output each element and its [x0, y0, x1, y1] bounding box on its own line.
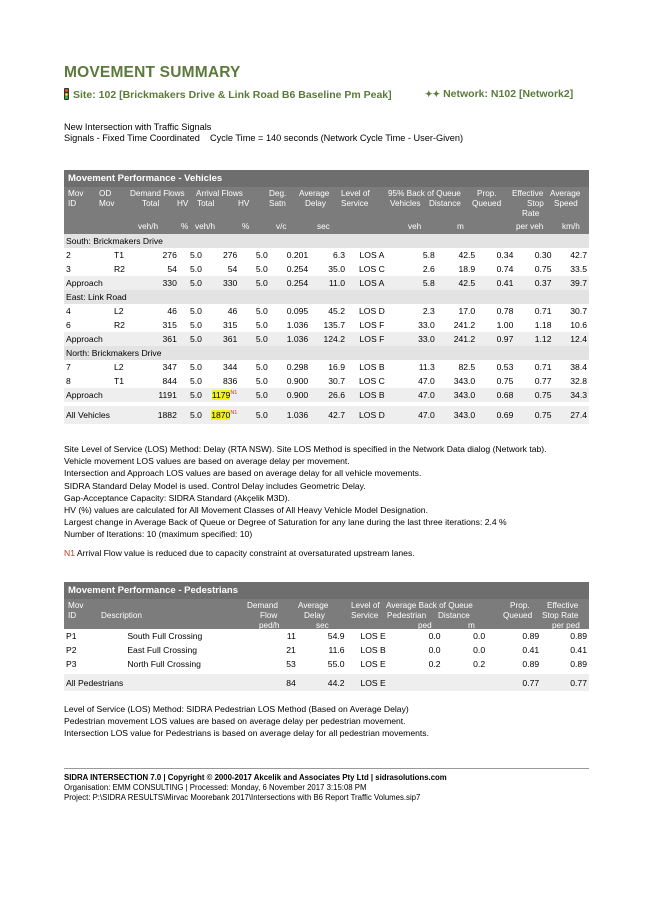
unit-m: m: [457, 222, 464, 231]
table-row: [64, 262, 589, 276]
table-cell: South Full Crossing: [127, 631, 203, 641]
note-line: Gap-Acceptance Capacity: SIDRA Standard (Akçelik M3D).: [64, 492, 290, 503]
table-cell: 5.0: [255, 320, 268, 330]
table-cell: 5.0: [189, 376, 202, 386]
ped-row: [64, 629, 589, 643]
table-cell: 0.74: [496, 264, 514, 274]
pedestrians-table-title: Movement Performance - Pedestrians: [64, 582, 589, 599]
table-cell: 5.0: [189, 250, 202, 260]
table-cell: 46: [227, 306, 238, 316]
table-cell: LOS D: [347, 406, 397, 424]
table-cell: All Vehicles: [64, 406, 112, 424]
unit-kmh: km/h: [562, 222, 580, 231]
table-cell: 1.12: [515, 332, 553, 346]
table-cell: 6: [66, 320, 71, 330]
table-cell: 11.0: [310, 276, 347, 290]
intersection-type: New Intersection with Traffic Signals: [64, 122, 212, 132]
hdr-rate: Rate: [522, 209, 540, 218]
n1-mark: N1: [64, 548, 75, 558]
table-row: [64, 360, 589, 374]
table-cell: 0.298: [286, 362, 309, 372]
table-row: [64, 374, 589, 388]
table-cell: 0.095: [286, 306, 309, 316]
table-cell: 5.8: [422, 250, 435, 260]
table-cell: 135.7: [323, 320, 345, 330]
table-cell: LOS C: [359, 264, 385, 274]
vehicle-notes: [64, 443, 604, 541]
table-cell: 0.75: [496, 376, 514, 386]
table-cell: LOS B: [360, 645, 386, 655]
footer: [64, 773, 447, 803]
note-line: Intersection and Approach LOS values are based on average delay for all vehicle movements.: [64, 468, 422, 479]
table-row: [64, 318, 589, 332]
table-cell: 39.7: [554, 276, 590, 290]
table-cell: 5.0: [255, 250, 268, 260]
phdr-queued: Queued: [503, 611, 533, 620]
punit-ped: ped: [418, 621, 432, 630]
table-cell: 5.0: [255, 264, 268, 274]
table-cell: 361: [204, 332, 239, 346]
table-cell: [204, 388, 239, 402]
table-cell: 0.254: [286, 264, 309, 274]
hdr-od-mov: Mov: [99, 199, 115, 208]
traffic-light-icon: [64, 88, 69, 100]
table-cell: 5.0: [239, 406, 269, 424]
unit-vehh: veh/h: [138, 222, 159, 231]
table-cell: 0.900: [270, 388, 310, 402]
table-cell: 30.7: [328, 376, 345, 386]
table-cell: LOS A: [359, 250, 385, 260]
hdr-deg: Deg.: [269, 189, 287, 198]
phdr-stoprate: Stop Rate: [542, 611, 579, 620]
table-cell: 54.9: [327, 631, 345, 641]
note-line: HV (%) values are calculated for All Movement Classes of All Heavy Vehicle Model Designation.: [64, 505, 428, 516]
table-cell: 5.0: [189, 306, 202, 316]
table-cell: 10.6: [570, 320, 587, 330]
footer-divider: [64, 768, 589, 769]
table-cell: 6.3: [333, 250, 345, 260]
phdr-desc: Description: [101, 611, 142, 620]
unit-perveh: per veh: [516, 222, 544, 231]
table-cell: [112, 332, 139, 346]
table-cell: [125, 674, 241, 691]
hdr-stop: Stop: [527, 199, 544, 208]
table-cell: 0.37: [515, 276, 553, 290]
group-label: North: Brickmakers Drive: [64, 346, 589, 360]
table-row: [64, 248, 589, 262]
table-cell: 2.6: [422, 264, 435, 274]
table-cell: 5.0: [239, 332, 269, 346]
unit-vehh2: veh/h: [195, 222, 216, 231]
table-cell: 0.89: [570, 631, 587, 641]
table-cell: 1.036: [270, 406, 310, 424]
hdr-arr-hv: HV: [238, 199, 250, 208]
hdr-level: Level of: [341, 189, 370, 198]
table-cell: LOS B: [359, 362, 385, 372]
vehicles-table-title: Movement Performance - Vehicles: [64, 170, 589, 187]
hdr-speed: Speed: [554, 199, 578, 208]
table-cell: 1882: [139, 406, 179, 424]
table-cell: 5.0: [179, 332, 204, 346]
phdr-flow: Flow: [260, 611, 278, 620]
group-header: [64, 290, 589, 304]
unit-pct: %: [181, 222, 189, 231]
table-cell: 33.5: [570, 264, 587, 274]
table-cell: 5.0: [179, 276, 204, 290]
pedestrians-table: [64, 582, 589, 691]
table-cell: 2: [66, 250, 71, 260]
table-cell: 3: [66, 264, 71, 274]
note-line: Level of Service (LOS) Method: SIDRA Pedestrian LOS Method (Based on Average Delay): [64, 704, 409, 714]
punit-m: m: [468, 621, 475, 630]
phdr-demand: Demand: [247, 601, 278, 610]
table-cell: P2: [66, 645, 77, 655]
table-cell: 0.75: [534, 264, 552, 274]
phdr-id: ID: [68, 611, 77, 620]
table-cell: 0.41: [522, 645, 540, 655]
note-line: Intersection LOS value for Pedestrians is based on average delay for all pedestrian movements.: [64, 728, 429, 739]
table-cell: 4: [66, 306, 71, 316]
table-cell: 0.0: [473, 631, 486, 641]
table-cell: 836: [223, 376, 238, 386]
hdr-avg2: Average: [550, 189, 581, 198]
pedestrians-table-header: [64, 599, 589, 629]
table-cell: LOS E: [347, 674, 400, 691]
table-cell: T1: [113, 250, 124, 260]
all-pedestrians-row: [64, 674, 589, 691]
table-cell: 0.2: [428, 659, 441, 669]
table-cell: 0.68: [477, 388, 515, 402]
table-cell: 27.4: [554, 406, 590, 424]
table-cell: 315: [223, 320, 238, 330]
site-heading: [64, 88, 404, 102]
note-line: SIDRA Standard Delay Model is used. Control Delay includes Geometric Delay.: [64, 480, 366, 491]
network-icon: ✦✦: [425, 89, 441, 99]
table-cell: 33.0: [397, 332, 437, 346]
table-cell: 343.0: [437, 388, 477, 402]
phdr-service: Service: [351, 611, 379, 620]
vehicles-table-body: [64, 234, 589, 424]
table-cell: 33.0: [418, 320, 435, 330]
table-cell: 47.0: [397, 406, 437, 424]
table-row: [64, 304, 589, 318]
hdr-queued: Queued: [472, 199, 502, 208]
hdr-hv: HV: [177, 199, 189, 208]
footer-copyright: SIDRA INTERSECTION 7.0 | Copyright © 2000-2017 Akcelik and Associates Pty Ltd | sidrasolutions.com: [64, 773, 447, 782]
table-cell: Approach: [64, 276, 112, 290]
table-cell: 1.18: [534, 320, 552, 330]
unit-pct2: %: [242, 222, 250, 231]
table-cell: 0.89: [522, 631, 540, 641]
table-cell: 276: [162, 250, 177, 260]
table-cell: 7: [66, 362, 71, 372]
table-cell: LOS D: [359, 306, 385, 316]
table-cell: 5.0: [255, 362, 268, 372]
note-line: Largest change in Average Back of Queue or Degree of Saturation for any lane during the last three iterations: 2.4 %: [64, 517, 507, 528]
footer-organisation: Organisation: EMM CONSULTING | Processed: Monday, 6 November 2017 3:15:08 PM: [64, 783, 367, 792]
table-cell: 42.7: [570, 250, 587, 260]
punit-sec: sec: [316, 621, 329, 630]
note-line: Vehicle movement LOS values are based on average delay per movement.: [64, 456, 350, 467]
table-cell: 0.41: [570, 645, 587, 655]
n1-superscript: N1: [230, 410, 238, 417]
group-header: [64, 234, 589, 248]
table-cell: 0.30: [534, 250, 552, 260]
approach-row: [64, 388, 589, 402]
table-cell: 0.71: [534, 362, 552, 372]
phdr-ped: Pedestrian: [387, 611, 427, 620]
approach-row: [64, 276, 589, 290]
table-cell: 347: [162, 362, 177, 372]
table-cell: 844: [162, 376, 177, 386]
table-cell: LOS F: [359, 320, 385, 330]
table-cell: All Pedestrians: [64, 674, 125, 691]
table-cell: 0.89: [522, 659, 540, 669]
table-cell: LOS F: [347, 332, 397, 346]
group-header: [64, 346, 589, 360]
table-cell: East Full Crossing: [127, 645, 198, 655]
table-cell: 0.75: [515, 406, 553, 424]
table-cell: 47.0: [418, 376, 435, 386]
table-cell: 343.0: [437, 406, 477, 424]
pedestrian-notes: [64, 703, 604, 740]
all-vehicles-row: [64, 406, 589, 424]
phdr-avg: Average: [298, 601, 329, 610]
table-cell: 0.0: [428, 645, 441, 655]
hdr-satn: Satn: [269, 199, 286, 208]
table-cell: 1.00: [496, 320, 514, 330]
table-cell: 53: [286, 659, 296, 669]
table-cell: [443, 674, 488, 691]
ped-row: [64, 643, 589, 657]
approach-row: [64, 332, 589, 346]
table-cell: 42.5: [437, 276, 477, 290]
table-cell: 44.2: [298, 674, 347, 691]
table-cell: 0.77: [541, 674, 589, 691]
table-cell: 0.34: [496, 250, 514, 260]
table-cell: LOS E: [360, 659, 386, 669]
table-cell: 32.8: [570, 376, 587, 386]
table-cell: 55.0: [327, 659, 345, 669]
table-cell: 2.3: [422, 306, 435, 316]
unit-veh: veh: [408, 222, 422, 231]
table-cell: [112, 276, 139, 290]
table-cell: 0.71: [534, 306, 552, 316]
table-cell: 0.78: [496, 306, 514, 316]
table-cell: 276: [223, 250, 238, 260]
table-cell: 5.0: [189, 320, 202, 330]
table-cell: 21: [286, 645, 296, 655]
note-line: Pedestrian movement LOS values are based on average delay per pedestrian movement.: [64, 716, 406, 727]
phdr-dist: Distance: [438, 611, 470, 620]
table-cell: 1.036: [270, 332, 310, 346]
table-cell: 0.41: [477, 276, 515, 290]
table-cell: LOS E: [360, 631, 386, 641]
table-cell: 42.5: [458, 250, 476, 260]
hdr-total: Total: [142, 199, 160, 208]
punit-perped: per ped: [552, 621, 580, 630]
punit-pedh: ped/h: [259, 621, 280, 630]
table-cell: 0.97: [477, 332, 515, 346]
hdr-demand: Demand Flows: [130, 189, 185, 198]
table-cell: P1: [66, 631, 77, 641]
phdr-backq: Average Back of Queue: [386, 601, 473, 610]
table-cell: P3: [66, 659, 77, 669]
group-label: South: Brickmakers Drive: [64, 234, 589, 248]
table-cell: 38.4: [570, 362, 587, 372]
table-cell: 0.77: [534, 376, 552, 386]
table-cell: 17.0: [458, 306, 476, 316]
hdr-dist: Distance: [429, 199, 461, 208]
table-cell: 26.6: [310, 388, 347, 402]
table-cell: North Full Crossing: [127, 659, 201, 669]
table-cell: 0.201: [286, 250, 309, 260]
n1-footnote: [64, 547, 604, 559]
phdr-prop: Prop.: [510, 601, 530, 610]
table-cell: 344: [223, 362, 238, 372]
unit-sec: sec: [317, 222, 330, 231]
table-cell: R2: [113, 264, 125, 274]
hdr-mov: Mov: [68, 189, 84, 198]
table-cell: 5.0: [255, 376, 268, 386]
note-line: Site Level of Service (LOS) Method: Delay (RTA NSW). Site LOS Method is specified in the Network Data dialog (Network tab).: [64, 444, 547, 454]
highlighted-value: 1870: [211, 410, 231, 420]
table-cell: Approach: [64, 388, 112, 402]
vehicles-table: [64, 170, 589, 424]
table-cell: Approach: [64, 332, 112, 346]
table-cell: LOS B: [347, 388, 397, 402]
vehicles-table-header: [64, 187, 589, 234]
table-cell: 11.3: [418, 362, 435, 372]
table-cell: 42.7: [310, 406, 347, 424]
table-cell: 5.8: [397, 276, 437, 290]
table-cell: 241.2: [437, 332, 477, 346]
phdr-effective: Effective: [547, 601, 579, 610]
hdr-veh: Vehicles: [390, 199, 421, 208]
note-line: Number of Iterations: 10 (maximum specified: 10): [64, 529, 253, 540]
table-cell: 5.0: [239, 388, 269, 402]
hdr-delay: Delay: [305, 199, 326, 208]
hdr-service: Service: [341, 199, 369, 208]
table-cell: [204, 406, 239, 424]
table-cell: 0.53: [496, 362, 514, 372]
table-cell: 361: [139, 332, 179, 346]
table-cell: 11: [286, 631, 296, 641]
table-cell: R2: [113, 320, 125, 330]
table-cell: 343.0: [453, 376, 476, 386]
table-cell: 5.0: [189, 362, 202, 372]
hdr-arr-total: Total: [197, 199, 215, 208]
page-title: MOVEMENT SUMMARY: [64, 64, 241, 81]
table-cell: 34.3: [554, 388, 590, 402]
table-cell: 330: [139, 276, 179, 290]
group-label: East: Link Road: [64, 290, 589, 304]
table-cell: 0.2: [473, 659, 486, 669]
table-cell: 84: [241, 674, 298, 691]
table-cell: 8: [66, 376, 71, 386]
table-cell: 5.0: [179, 388, 204, 402]
table-cell: 5.0: [239, 276, 269, 290]
hdr-od: OD: [99, 189, 112, 198]
table-cell: 54: [227, 264, 238, 274]
table-cell: 18.9: [458, 264, 476, 274]
table-cell: [112, 406, 139, 424]
network-heading: [425, 88, 573, 100]
table-cell: T1: [113, 376, 124, 386]
table-cell: 54: [167, 264, 177, 274]
highlighted-value: 1179: [211, 390, 231, 400]
table-cell: 12.4: [554, 332, 590, 346]
table-cell: 0.0: [428, 631, 441, 641]
table-cell: 0.254: [270, 276, 310, 290]
hdr-backq: 95% Back of Queue: [388, 189, 461, 198]
signal-info: Signals - Fixed Time Coordinated Cycle Time = 140 seconds (Network Cycle Time - User-Given): [64, 133, 464, 143]
hdr-avg: Average: [299, 189, 330, 198]
table-cell: [400, 674, 443, 691]
n1-text: Arrival Flow value is reduced due to capacity constraint at oversaturated upstream lanes.: [75, 548, 415, 558]
ped-row: [64, 657, 589, 671]
table-cell: 47.0: [397, 388, 437, 402]
table-cell: L2: [113, 362, 124, 372]
table-cell: 315: [162, 320, 177, 330]
table-cell: 16.9: [328, 362, 345, 372]
phdr-mov: Mov: [68, 601, 84, 610]
unit-vc: v/c: [276, 222, 287, 231]
table-cell: 241.2: [453, 320, 476, 330]
network-label: Network: N102 [Network2]: [443, 88, 574, 100]
n1-superscript: N1: [230, 390, 238, 397]
table-cell: 1.036: [286, 320, 309, 330]
table-cell: 124.2: [310, 332, 347, 346]
phdr-delay: Delay: [304, 611, 325, 620]
hdr-effective: Effective: [512, 189, 544, 198]
table-cell: 0.75: [515, 388, 553, 402]
table-cell: 5.0: [179, 406, 204, 424]
table-cell: L2: [113, 306, 124, 316]
hdr-arrival: Arrival Flows: [196, 189, 243, 198]
table-cell: 330: [204, 276, 239, 290]
table-cell: 5.0: [255, 306, 268, 316]
table-cell: 0.77: [487, 674, 541, 691]
table-cell: LOS C: [359, 376, 385, 386]
site-label: Site: 102 [Brickmakers Drive & Link Road B6 Baseline Pm Peak]: [73, 89, 392, 101]
table-cell: 1191: [139, 388, 179, 402]
footer-project: Project: P:\SIDRA RESULTS\Mirvac Moorebank 2017\Intersections with B6 Report Traffic Volumes.sip7: [64, 793, 421, 802]
table-cell: 45.2: [328, 306, 345, 316]
table-cell: 0.89: [570, 659, 587, 669]
hdr-prop: Prop.: [477, 189, 497, 198]
table-cell: 82.5: [458, 362, 476, 372]
table-cell: LOS A: [347, 276, 397, 290]
table-cell: [112, 388, 139, 402]
table-cell: 46: [167, 306, 177, 316]
table-cell: 0.900: [286, 376, 309, 386]
hdr-id: ID: [68, 199, 77, 208]
table-cell: 0.0: [473, 645, 486, 655]
table-cell: 35.0: [328, 264, 345, 274]
pedestrians-table-body: [64, 629, 589, 691]
table-cell: 30.7: [570, 306, 587, 316]
table-cell: 11.6: [328, 645, 345, 655]
table-cell: 5.0: [189, 264, 202, 274]
table-cell: 0.69: [477, 406, 515, 424]
phdr-level: Level of: [351, 601, 380, 610]
